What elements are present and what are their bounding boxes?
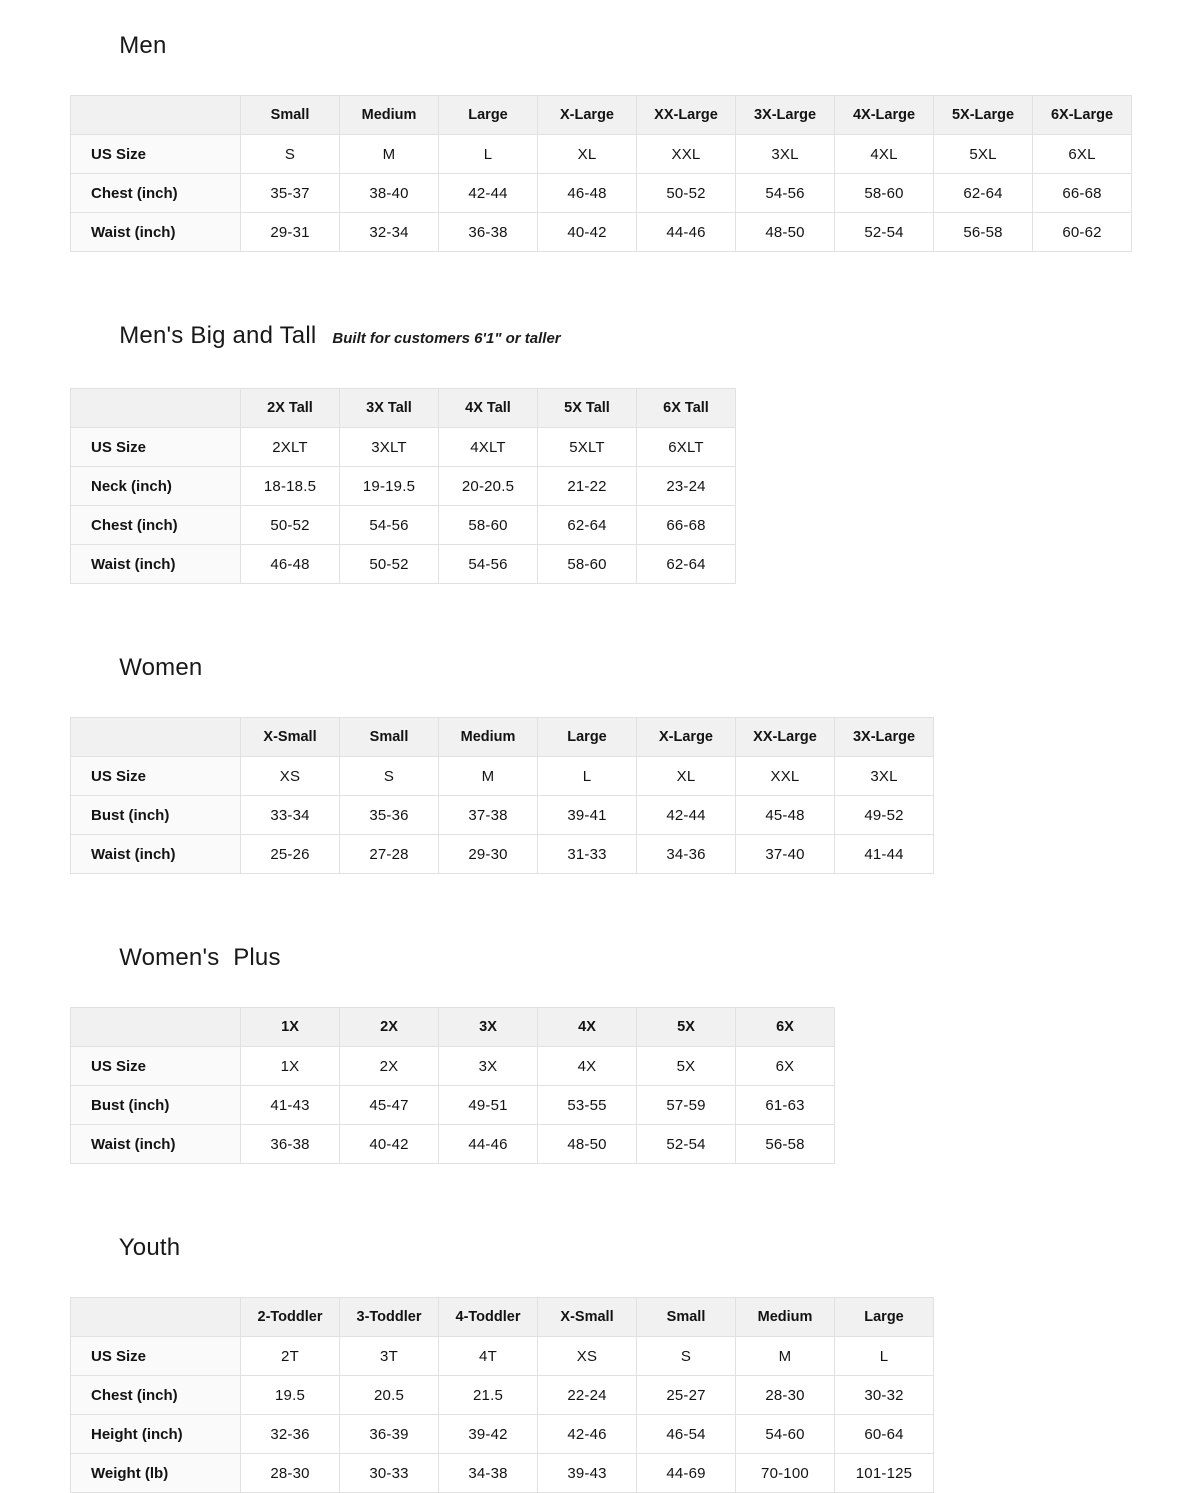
size-cell: 42-44 <box>637 796 736 835</box>
section-title-text: Men's Big and Tall <box>119 322 317 349</box>
column-header: 3X <box>439 1008 538 1047</box>
size-cell: 54-56 <box>736 174 835 213</box>
size-cell: 25-26 <box>241 835 340 874</box>
size-cell: 34-38 <box>439 1454 538 1493</box>
size-cell: 54-56 <box>340 506 439 545</box>
size-cell: 48-50 <box>538 1125 637 1164</box>
corner-cell <box>71 718 241 757</box>
size-cell: 4XLT <box>439 428 538 467</box>
column-header: 1X <box>241 1008 340 1047</box>
size-cell: 58-60 <box>538 545 637 584</box>
table-row <box>71 467 736 506</box>
size-cell: S <box>340 757 439 796</box>
size-cell: 40-42 <box>538 213 637 252</box>
size-cell: 3T <box>340 1337 439 1376</box>
column-header: 4-Toddler <box>439 1298 538 1337</box>
size-cell: 30-33 <box>340 1454 439 1493</box>
size-cell: 49-52 <box>835 796 934 835</box>
section-title <box>78 626 1166 710</box>
size-cell: 36-39 <box>340 1415 439 1454</box>
size-cell: 44-69 <box>637 1454 736 1493</box>
size-cell: 52-54 <box>637 1125 736 1164</box>
column-header: 4X <box>538 1008 637 1047</box>
section-title <box>78 916 1166 1000</box>
size-cell: 53-55 <box>538 1086 637 1125</box>
size-table <box>70 95 1132 252</box>
table-row <box>71 757 934 796</box>
column-header: Small <box>241 96 340 135</box>
size-cell: 50-52 <box>241 506 340 545</box>
table-header-row <box>71 1008 835 1047</box>
row-label: Chest (inch) <box>71 506 241 545</box>
column-header: Medium <box>736 1298 835 1337</box>
size-cell: 21.5 <box>439 1376 538 1415</box>
size-cell: 28-30 <box>241 1454 340 1493</box>
size-cell: M <box>340 135 439 174</box>
row-label: Waist (inch) <box>71 545 241 584</box>
column-header: X-Small <box>538 1298 637 1337</box>
size-cell: 60-62 <box>1033 213 1132 252</box>
size-cell: 39-42 <box>439 1415 538 1454</box>
column-header: 3X-Large <box>835 718 934 757</box>
size-section-1 <box>70 294 1166 584</box>
size-cell: 22-24 <box>538 1376 637 1415</box>
size-cell: 44-46 <box>439 1125 538 1164</box>
row-label: US Size <box>71 428 241 467</box>
size-cell: 48-50 <box>736 213 835 252</box>
column-header: 3X-Large <box>736 96 835 135</box>
table-row <box>71 1047 835 1086</box>
size-table <box>70 1297 934 1493</box>
size-cell: XL <box>538 135 637 174</box>
row-label: US Size <box>71 135 241 174</box>
size-cell: 5X <box>637 1047 736 1086</box>
row-label: Weight (lb) <box>71 1454 241 1493</box>
size-cell: 54-60 <box>736 1415 835 1454</box>
column-header: 5X Tall <box>538 389 637 428</box>
table-row <box>71 174 1132 213</box>
size-section-3 <box>70 916 1166 1164</box>
size-cell: 1X <box>241 1047 340 1086</box>
size-cell: 44-46 <box>637 213 736 252</box>
size-cell: 39-43 <box>538 1454 637 1493</box>
row-label: Neck (inch) <box>71 467 241 506</box>
column-header: Medium <box>439 718 538 757</box>
size-cell: 6XL <box>1033 135 1132 174</box>
size-cell: S <box>637 1337 736 1376</box>
size-cell: XXL <box>637 135 736 174</box>
size-cell: 62-64 <box>637 545 736 584</box>
size-cell: 58-60 <box>439 506 538 545</box>
size-cell: 66-68 <box>637 506 736 545</box>
size-cell: 19.5 <box>241 1376 340 1415</box>
size-cell: L <box>538 757 637 796</box>
row-label: Chest (inch) <box>71 1376 241 1415</box>
size-table <box>70 717 934 874</box>
size-cell: 46-48 <box>538 174 637 213</box>
size-cell: 45-47 <box>340 1086 439 1125</box>
size-cell: XXL <box>736 757 835 796</box>
column-header: 5X-Large <box>934 96 1033 135</box>
size-cell: 27-28 <box>340 835 439 874</box>
section-title-text: Men <box>119 32 167 59</box>
column-header: XX-Large <box>637 96 736 135</box>
size-section-2 <box>70 626 1166 874</box>
row-label: Waist (inch) <box>71 1125 241 1164</box>
size-cell: 33-34 <box>241 796 340 835</box>
row-label: US Size <box>71 1337 241 1376</box>
column-header: Small <box>340 718 439 757</box>
size-cell: 29-31 <box>241 213 340 252</box>
size-cell: 2X <box>340 1047 439 1086</box>
size-cell: 58-60 <box>835 174 934 213</box>
table-row <box>71 428 736 467</box>
column-header: 2-Toddler <box>241 1298 340 1337</box>
size-cell: 57-59 <box>637 1086 736 1125</box>
size-cell: 101-125 <box>835 1454 934 1493</box>
size-cell: 20-20.5 <box>439 467 538 506</box>
size-cell: 41-44 <box>835 835 934 874</box>
table-header-row <box>71 389 736 428</box>
size-cell: 49-51 <box>439 1086 538 1125</box>
size-cell: XS <box>241 757 340 796</box>
size-cell: 32-36 <box>241 1415 340 1454</box>
column-header: Small <box>637 1298 736 1337</box>
size-cell: 31-33 <box>538 835 637 874</box>
size-cell: 29-30 <box>439 835 538 874</box>
size-cell: 36-38 <box>241 1125 340 1164</box>
size-cell: 62-64 <box>934 174 1033 213</box>
size-cell: 4X <box>538 1047 637 1086</box>
size-cell: 50-52 <box>340 545 439 584</box>
table-row <box>71 1125 835 1164</box>
size-cell: 35-37 <box>241 174 340 213</box>
size-cell: XL <box>637 757 736 796</box>
size-cell: 2T <box>241 1337 340 1376</box>
column-header: 2X Tall <box>241 389 340 428</box>
size-section-4 <box>70 1206 1166 1493</box>
size-cell: S <box>241 135 340 174</box>
size-cell: 21-22 <box>538 467 637 506</box>
size-cell: 45-48 <box>736 796 835 835</box>
row-label: Height (inch) <box>71 1415 241 1454</box>
table-row <box>71 796 934 835</box>
size-cell: M <box>439 757 538 796</box>
section-title <box>78 294 1166 381</box>
table-row <box>71 1086 835 1125</box>
size-cell: 41-43 <box>241 1086 340 1125</box>
size-cell: 46-54 <box>637 1415 736 1454</box>
row-label: Waist (inch) <box>71 213 241 252</box>
column-header: 2X <box>340 1008 439 1047</box>
size-cell: 56-58 <box>736 1125 835 1164</box>
size-cell: 34-36 <box>637 835 736 874</box>
corner-cell <box>71 389 241 428</box>
table-row <box>71 213 1132 252</box>
size-cell: 4XL <box>835 135 934 174</box>
size-cell: 66-68 <box>1033 174 1132 213</box>
size-cell: 70-100 <box>736 1454 835 1493</box>
size-cell: 62-64 <box>538 506 637 545</box>
column-header: 3-Toddler <box>340 1298 439 1337</box>
section-title-text: Youth <box>118 1234 181 1261</box>
column-header: Large <box>439 96 538 135</box>
table-row <box>71 835 934 874</box>
size-cell: 18-18.5 <box>241 467 340 506</box>
size-cell: 6XLT <box>637 428 736 467</box>
column-header: 6X-Large <box>1033 96 1132 135</box>
size-cell: 32-34 <box>340 213 439 252</box>
table-header-row <box>71 718 934 757</box>
column-header: Large <box>835 1298 934 1337</box>
size-cell: 38-40 <box>340 174 439 213</box>
section-title-text: Women <box>119 654 203 681</box>
size-cell: 3X <box>439 1047 538 1086</box>
table-row <box>71 1454 934 1493</box>
size-cell: L <box>439 135 538 174</box>
table-row <box>71 506 736 545</box>
size-cell: 54-56 <box>439 545 538 584</box>
size-table <box>70 388 736 584</box>
table-row <box>71 1415 934 1454</box>
column-header: 4X-Large <box>835 96 934 135</box>
row-label: Chest (inch) <box>71 174 241 213</box>
size-cell: 3XLT <box>340 428 439 467</box>
section-title <box>78 4 1166 88</box>
table-header-row <box>71 1298 934 1337</box>
column-header: 3X Tall <box>340 389 439 428</box>
row-label: Bust (inch) <box>71 796 241 835</box>
size-cell: 20.5 <box>340 1376 439 1415</box>
size-cell: 3XL <box>736 135 835 174</box>
row-label: US Size <box>71 757 241 796</box>
size-cell: 37-40 <box>736 835 835 874</box>
size-cell: 60-64 <box>835 1415 934 1454</box>
table-row <box>71 1376 934 1415</box>
table-row <box>71 1337 934 1376</box>
column-header: Medium <box>340 96 439 135</box>
size-cell: 25-27 <box>637 1376 736 1415</box>
size-cell: 28-30 <box>736 1376 835 1415</box>
size-cell: 6X <box>736 1047 835 1086</box>
size-cell: 39-41 <box>538 796 637 835</box>
section-subtitle: Built for customers 6'1" or taller <box>332 330 561 347</box>
size-cell: L <box>835 1337 934 1376</box>
column-header: 5X <box>637 1008 736 1047</box>
size-cell: M <box>736 1337 835 1376</box>
corner-cell <box>71 96 241 135</box>
section-title <box>78 1206 1166 1290</box>
corner-cell <box>71 1008 241 1047</box>
size-cell: 42-44 <box>439 174 538 213</box>
column-header: X-Large <box>637 718 736 757</box>
size-cell: 4T <box>439 1337 538 1376</box>
size-cell: 30-32 <box>835 1376 934 1415</box>
column-header: XX-Large <box>736 718 835 757</box>
corner-cell <box>71 1298 241 1337</box>
column-header: 6X <box>736 1008 835 1047</box>
size-cell: 3XL <box>835 757 934 796</box>
row-label: US Size <box>71 1047 241 1086</box>
size-cell: 2XLT <box>241 428 340 467</box>
size-cell: XS <box>538 1337 637 1376</box>
size-cell: 37-38 <box>439 796 538 835</box>
size-cell: 50-52 <box>637 174 736 213</box>
size-cell: 56-58 <box>934 213 1033 252</box>
table-row <box>71 545 736 584</box>
column-header: 4X Tall <box>439 389 538 428</box>
size-cell: 46-48 <box>241 545 340 584</box>
size-table <box>70 1007 835 1164</box>
section-title-text: Women's Plus <box>119 944 281 971</box>
size-cell: 61-63 <box>736 1086 835 1125</box>
size-cell: 42-46 <box>538 1415 637 1454</box>
column-header: Large <box>538 718 637 757</box>
size-cell: 23-24 <box>637 467 736 506</box>
size-cell: 5XL <box>934 135 1033 174</box>
size-section-0 <box>70 4 1166 252</box>
row-label: Waist (inch) <box>71 835 241 874</box>
column-header: X-Large <box>538 96 637 135</box>
size-cell: 35-36 <box>340 796 439 835</box>
size-cell: 19-19.5 <box>340 467 439 506</box>
size-cell: 40-42 <box>340 1125 439 1164</box>
table-header-row <box>71 96 1132 135</box>
size-cell: 52-54 <box>835 213 934 252</box>
row-label: Bust (inch) <box>71 1086 241 1125</box>
size-cell: 36-38 <box>439 213 538 252</box>
table-row <box>71 135 1132 174</box>
column-header: 6X Tall <box>637 389 736 428</box>
size-cell: 5XLT <box>538 428 637 467</box>
column-header: X-Small <box>241 718 340 757</box>
